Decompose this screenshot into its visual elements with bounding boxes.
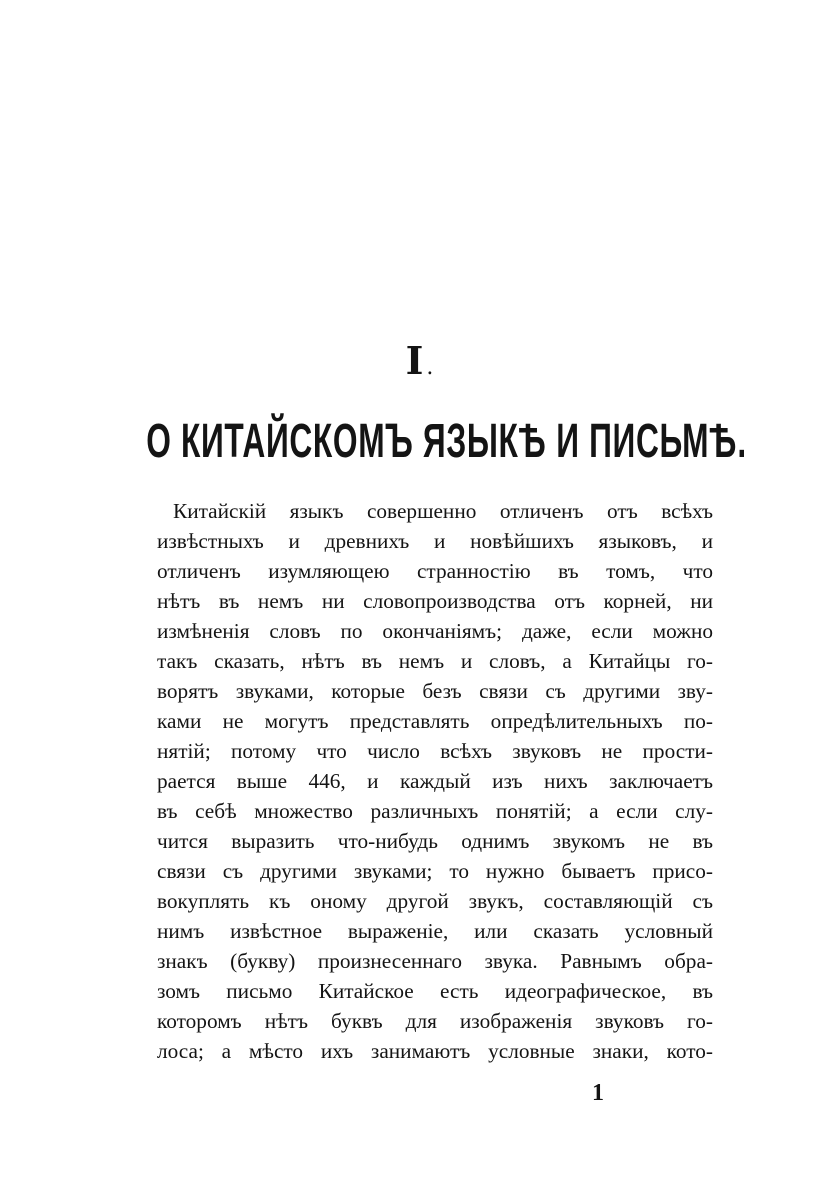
text-line: нятій; потому что число всѣхъ звуковъ не прости- [157,739,713,763]
text-line: отличенъ изумляющею странностію въ томъ, что [157,559,713,583]
text-line: измѣненія словъ по окончаніямъ; даже, если можно [157,619,713,643]
text-line: которомъ нѣтъ буквъ для изображенія звуковъ го- [157,1009,713,1033]
page-number: 1 [592,1080,604,1106]
chapter-numeral-text: I [405,338,425,383]
text-line: зомъ письмо Китайское есть идеографическое, въ [157,979,713,1003]
text-line: чится выразить что-нибудь однимъ звукомъ не въ [157,829,713,853]
text-line: ворятъ звуками, которые безъ связи съ другими зву- [157,679,713,703]
text-line: лоса; а мѣсто ихъ занимаютъ условные знаки, кото- [157,1039,713,1063]
text-line: Китайскій языкъ совершенно отличенъ отъ всѣхъ [173,499,713,523]
text-line: знакъ (букву) произнесеннаго звука. Равнымъ обра- [157,949,713,973]
text-line: ками не могутъ представлять опредѣлительныхъ по- [157,709,713,733]
text-line: рается выше 446, и каждый изъ нихъ заключаетъ [157,769,713,793]
chapter-numeral [0,338,840,383]
text-line: въ себѣ множество различныхъ понятій; а если слу- [157,799,713,823]
text-line: нимъ извѣстное выраженіе, или сказать условный [157,919,713,943]
text-line: вокуплять къ оному другой звукъ, составляющій съ [157,889,713,913]
text-line: нѣтъ въ немъ ни словопроизводства отъ корней, ни [157,589,713,613]
text-line: такъ сказать, нѣтъ въ немъ и словъ, а Китайцы го- [157,649,713,673]
text-line: извѣстныхъ и древнихъ и новѣйшихъ языковъ, и [157,529,713,553]
chapter-numeral-punct: . [426,355,435,380]
body-text [157,496,713,1066]
chapter-title: О КИТАЙСКОМЪ ЯЗЫКѢ И ПИСЬМѢ. [146,415,747,468]
text-line: связи съ другими звуками; то нужно бываетъ присо- [157,859,713,883]
